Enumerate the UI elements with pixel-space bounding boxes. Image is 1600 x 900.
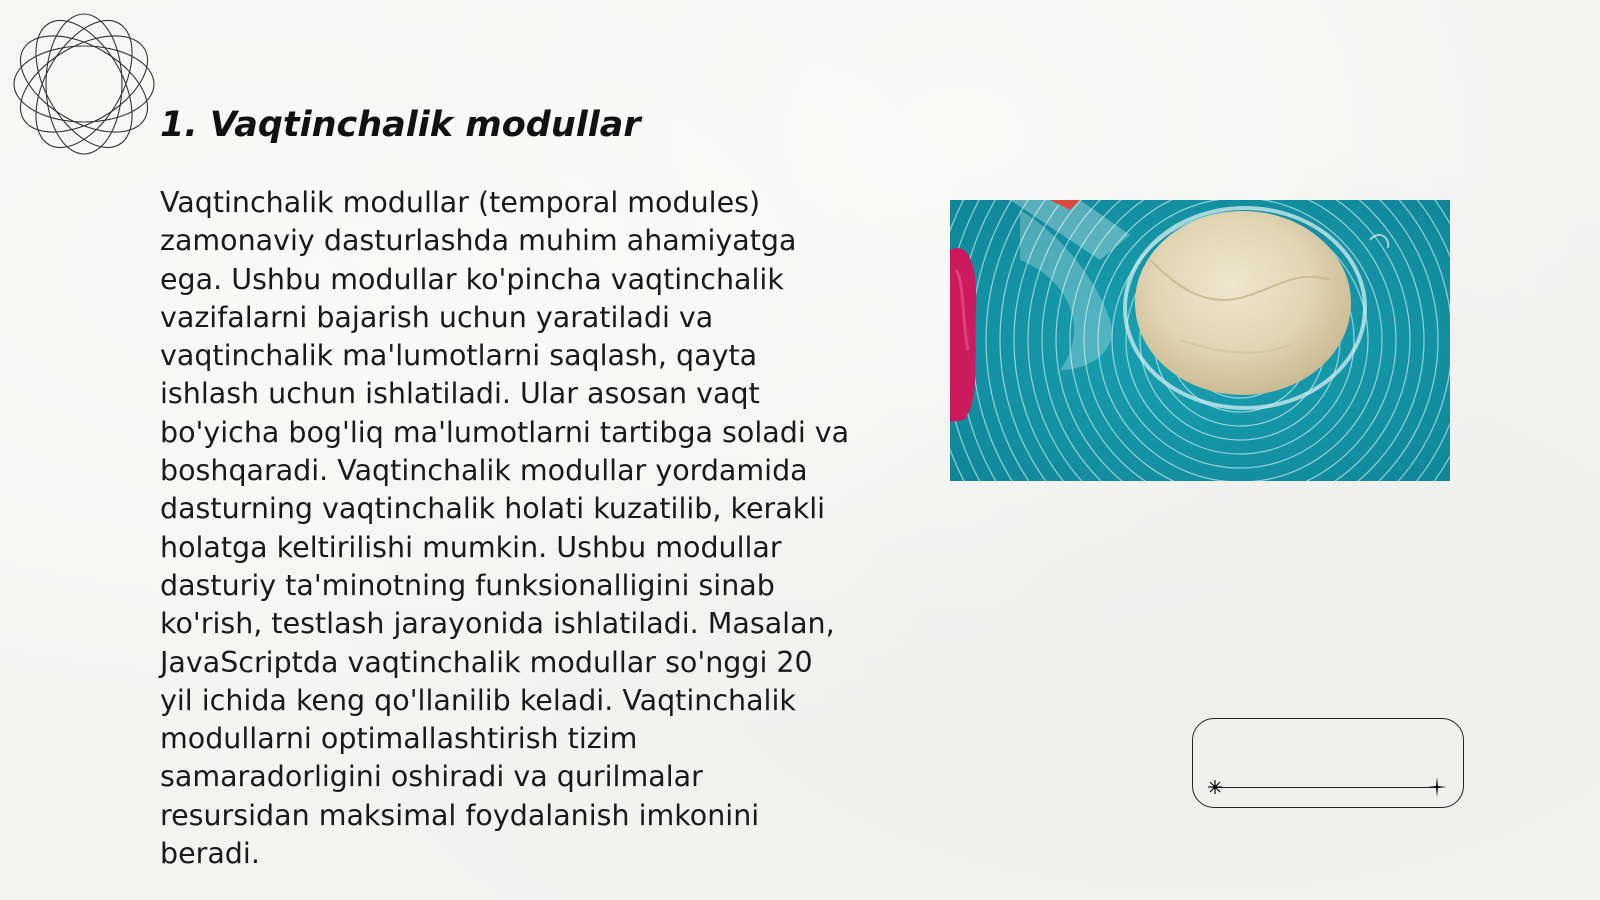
four-point-star-icon [1427,777,1447,797]
slide-title: 1. Vaqtinchalik modullar [160,105,641,145]
dough-bowl-photo [950,200,1450,481]
spirograph-ornament-icon [10,10,158,158]
sparkle-star-icon [1207,779,1223,795]
slider-line [1217,787,1439,788]
decorative-slider-card [1192,718,1464,808]
slide-body-text: Vaqtinchalik modullar (temporal modules) zamonaviy dasturlashda muhim ahamiyatga ega. Ushbu modullar ko'pincha vaqtinchalik vazifalarni bajarish uchun yaratiladi va vaqtinchalik ma'lumotlarni saqlash, qayta ishlash uchun ishlatiladi. Ular asosan vaqt bo'yicha bog'liq ma'lumotlarni tartibga soladi va boshqaradi. Vaqtinchalik modullar yordamida dasturning vaqtinchalik holati kuzatilib, kerakli holatga keltirilishi mumkin. Ushbu modullar dasturiy ta'minotning funksionalligini sinab ko'rish, testlash jarayonida ishlatiladi. Masalan, JavaScriptda vaqtinchalik modullar so'nggi 20 yil ichida keng qo'llanilib keladi. Vaqtinchalik modullarni optimallashtirish tizim samaradorligini oshiradi va qurilmalar resursidan maksimal foydalanish imkonini beradi. [160,186,850,871]
